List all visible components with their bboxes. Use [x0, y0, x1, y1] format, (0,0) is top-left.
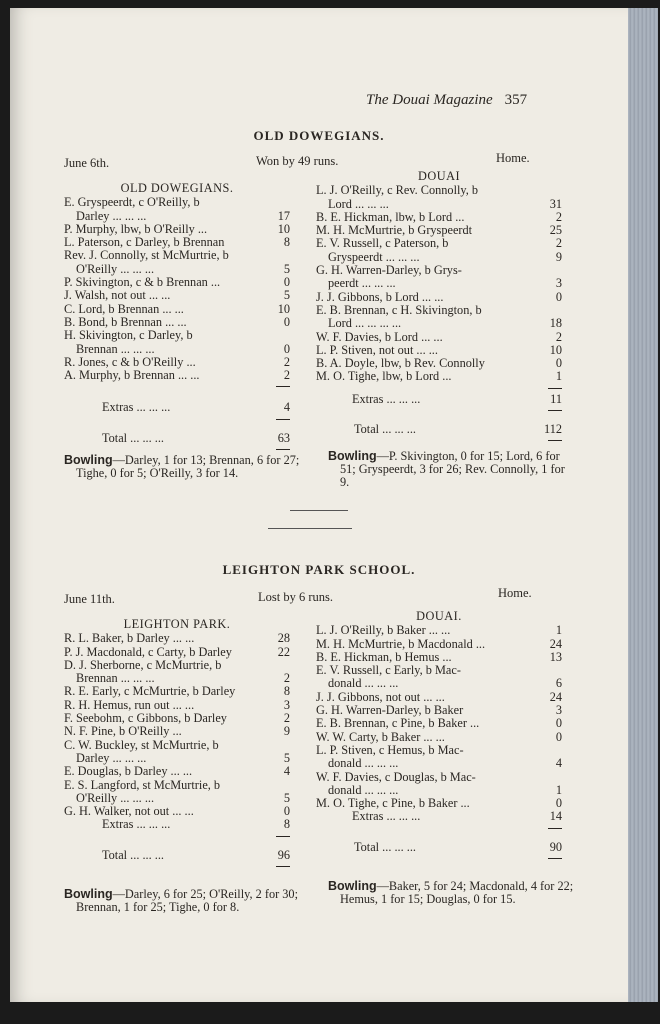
batsman-entry: B. A. Doyle, lbw, b Rev. Connolly [316, 356, 485, 371]
batsman-row [64, 329, 290, 342]
batsman-entry: R. L. Baker, b Darley ... ... [64, 631, 195, 646]
batsman-runs: 1 [555, 782, 562, 797]
batsman-row [64, 249, 290, 262]
batsman-entry: Rev. J. Connolly, st McMurtrie, b [64, 248, 229, 263]
batsman-runs: 9 [555, 249, 562, 264]
batsman-runs [540, 771, 562, 784]
batting-rows [64, 632, 290, 818]
batsman-entry: Brennan ... ... ... [76, 671, 155, 686]
batsman-row [64, 779, 290, 792]
batsman-entry: J. J. Gibbons, b Lord ... ... [316, 289, 444, 304]
batsman-entry: E. V. Russell, c Paterson, b [316, 236, 449, 251]
total-row: Total ... ... ... 96 [102, 847, 290, 862]
batsman-runs: 0 [283, 341, 290, 356]
batsman-row [316, 731, 562, 744]
batsman-entry: W. F. Davies, c Douglas, b Mac- [316, 769, 476, 784]
batsman-row [316, 344, 562, 357]
scorecard-right [316, 170, 562, 445]
extras-row: Extras ... ... ... 11 [352, 391, 562, 406]
batsman-runs [268, 739, 290, 752]
batsman-entry: P. Skivington, c & b Brennan ... [64, 275, 221, 290]
batsman-entry: G. H. Warren-Darley, b Baker [316, 703, 464, 718]
batsman-runs: 4 [555, 756, 562, 771]
batsman-row [316, 291, 562, 304]
batsman-row [316, 304, 562, 317]
batsman-runs: 2 [555, 329, 562, 344]
scorecard-right [316, 610, 562, 863]
batsman-runs: 0 [555, 796, 562, 811]
batsman-entry: Gryspeerdt ... ... ... [328, 249, 420, 264]
batsman-runs: 9 [283, 724, 290, 739]
batsman-entry: R. H. Hemus, run out ... ... [64, 697, 195, 712]
batsman-runs: 3 [555, 276, 562, 291]
batsman-row [316, 744, 562, 757]
batsman-runs: 3 [283, 697, 290, 712]
batsman-row [64, 739, 290, 752]
batsman-row [316, 224, 562, 237]
batsman-row [64, 765, 290, 778]
match-venue: Home. [496, 151, 530, 165]
batsman-entry: M. O. Tighe, lbw, b Lord ... [316, 369, 452, 384]
batsman-runs: 28 [277, 631, 290, 646]
bowling-summary: Bowling—P. Skivington, 0 for 15; Lord, 6 for 51; Gryspeerdt, 3 for 26; Rev. Connolly, 1 for 9. [328, 449, 565, 489]
total-row: Total ... ... ... 112 [354, 422, 562, 437]
batsman-row [64, 725, 290, 738]
batsman-runs: 0 [283, 804, 290, 819]
batsman-entry: B. E. Hickman, b Hemus ... [316, 649, 452, 664]
batsman-entry: donald ... ... ... [328, 782, 399, 797]
batsman-row [316, 264, 562, 277]
batsman-runs: 10 [277, 221, 290, 236]
batsman-runs [268, 779, 290, 792]
batsman-entry: R. Jones, c & b O'Reilly ... [64, 354, 196, 369]
batsman-entry: donald ... ... ... [328, 676, 399, 691]
batsman-entry: E. V. Russell, c Early, b Mac- [316, 663, 461, 678]
batting-rows [316, 624, 562, 810]
batsman-entry: Lord ... ... ... [328, 196, 389, 211]
batsman-runs: 0 [555, 356, 562, 371]
batsman-runs: 2 [283, 368, 290, 383]
batsman-row [316, 757, 562, 770]
batsman-row [316, 317, 562, 330]
batsman-row [64, 236, 290, 249]
batsman-entry: F. Seebohm, c Gibbons, b Darley [64, 711, 227, 726]
batsman-entry: A. Murphy, b Brennan ... ... [64, 368, 200, 383]
batsman-row [316, 624, 562, 637]
batsman-entry: W. F. Davies, b Lord ... ... [316, 329, 443, 344]
batsman-row [316, 277, 562, 290]
batsman-runs [540, 744, 562, 757]
scorecard-left [64, 618, 290, 871]
batsman-runs: 0 [283, 314, 290, 329]
team-heading: DOUAI. [416, 609, 462, 623]
batsman-runs: 13 [549, 649, 562, 664]
team-heading: OLD DOWEGIANS. [120, 181, 234, 195]
batsman-entry: O'Reilly ... ... ... [76, 261, 155, 276]
extras-row: Extras ... ... ... 8 [102, 817, 290, 832]
batsman-entry: N. F. Pine, b O'Reilly ... [64, 724, 182, 739]
batsman-runs: 10 [549, 342, 562, 357]
batsman-runs: 17 [277, 208, 290, 223]
batsman-row [64, 685, 290, 698]
match-title: OLD DOWEGIANS. [253, 128, 385, 143]
batsman-runs: 0 [283, 275, 290, 290]
batsman-row [64, 223, 290, 236]
batsman-runs: 24 [549, 636, 562, 651]
section-divider [268, 528, 352, 529]
batsman-runs [540, 184, 562, 197]
batsman-row [64, 276, 290, 289]
total-row: Total ... ... ... 63 [102, 430, 290, 445]
batsman-entry: M. H. McMurtrie, b Gryspeerdt [316, 223, 473, 238]
batsman-entry: Lord ... ... ... ... [328, 316, 402, 331]
batsman-row [64, 805, 290, 818]
batsman-row [316, 237, 562, 250]
batsman-runs [540, 304, 562, 317]
bowling-summary: Bowling—Darley, 1 for 13; Brennan, 6 for 27; Tighe, 0 for 5; O'Reilly, 3 for 14. [64, 453, 300, 480]
match-result: Won by 49 runs. [256, 154, 339, 168]
batsman-runs: 8 [283, 684, 290, 699]
match-result: Lost by 6 runs. [258, 590, 333, 604]
batsman-entry: L. P. Stiven, not out ... ... [316, 342, 438, 357]
batsman-runs: 25 [549, 223, 562, 238]
batsman-row [64, 343, 290, 356]
batsman-entry: E. S. Langford, st McMurtrie, b [64, 777, 221, 792]
bowling-summary: Bowling—Baker, 5 for 24; Macdonald, 4 for 22; Hemus, 1 for 15; Douglas, 0 for 15. [328, 879, 574, 906]
magazine-title: The Douai Magazine [366, 92, 493, 108]
batsman-entry: J. J. Gibbons, not out ... ... [316, 689, 445, 704]
batsman-row [316, 771, 562, 784]
batting-rows [316, 184, 562, 383]
batsman-entry: C. W. Buckley, st McMurtrie, b [64, 737, 219, 752]
batsman-runs: 2 [283, 354, 290, 369]
section-divider [290, 510, 348, 511]
batsman-runs: 5 [283, 790, 290, 805]
batsman-row [316, 638, 562, 651]
batsman-entry: J. Walsh, not out ... ... [64, 288, 171, 303]
batsman-runs: 4 [283, 764, 290, 779]
batsman-entry: L. P. Stiven, c Hemus, b Mac- [316, 742, 464, 757]
batsman-row [64, 659, 290, 672]
batsman-row [316, 251, 562, 264]
batsman-runs [268, 659, 290, 672]
batsman-row [316, 664, 562, 677]
batsman-row [316, 717, 562, 730]
batsman-row [64, 672, 290, 685]
batsman-entry: M. O. Tighe, c Pine, b Baker ... [316, 796, 470, 811]
magazine-page [10, 8, 628, 1002]
batsman-entry: peerdt ... ... ... [328, 276, 396, 291]
batsman-runs: 5 [283, 750, 290, 765]
batsman-runs [540, 664, 562, 677]
batsman-entry: L. J. O'Reilly, c Rev. Connolly, b [316, 183, 479, 198]
batsman-entry: M. H. McMurtrie, b Macdonald ... [316, 636, 486, 651]
batsman-entry: E. B. Brennan, c Pine, b Baker ... [316, 716, 480, 731]
batsman-row [64, 289, 290, 302]
batsman-row [64, 369, 290, 382]
batsman-row [64, 792, 290, 805]
batsman-runs [268, 249, 290, 262]
batsman-row [64, 632, 290, 645]
match-date: June 11th. [64, 592, 115, 606]
batsman-entry: E. Gryspeerdt, c O'Reilly, b [64, 195, 200, 210]
batsman-row [316, 198, 562, 211]
batsman-entry: P. Murphy, lbw, b O'Reilly ... [64, 221, 208, 236]
batsman-entry: L. Paterson, c Darley, b Brennan [64, 235, 225, 250]
batsman-runs: 0 [555, 289, 562, 304]
batting-rows [64, 196, 290, 382]
batsman-row [316, 370, 562, 383]
batsman-row [64, 316, 290, 329]
batsman-row [64, 752, 290, 765]
batsman-entry: Darley ... ... ... [76, 750, 147, 765]
team-heading: DOUAI [417, 169, 461, 183]
batsman-runs: 31 [549, 196, 562, 211]
match-title: LEIGHTON PARK SCHOOL. [222, 562, 416, 577]
batsman-row [316, 704, 562, 717]
batsman-row [316, 331, 562, 344]
batsman-runs: 22 [277, 644, 290, 659]
batsman-entry: D. J. Sherborne, c McMurtrie, b [64, 657, 222, 672]
batsman-runs: 2 [555, 236, 562, 251]
bowling-summary: Bowling—Darley, 6 for 25; O'Reilly, 2 for 30; Brennan, 1 for 25; Tighe, 0 for 8. [64, 887, 298, 914]
page-edges [628, 8, 658, 1002]
batsman-entry: donald ... ... ... [328, 756, 399, 771]
batsman-row [316, 211, 562, 224]
batsman-entry: P. J. Macdonald, c Carty, b Darley [64, 644, 232, 659]
running-head [366, 92, 527, 109]
match-venue: Home. [498, 586, 532, 600]
batsman-runs: 0 [555, 716, 562, 731]
batsman-entry: Darley ... ... ... [76, 208, 147, 223]
batsman-row [64, 712, 290, 725]
batsman-entry: O'Reilly ... ... ... [76, 790, 155, 805]
batsman-row [64, 263, 290, 276]
batsman-entry: W. W. Carty, b Baker ... ... [316, 729, 445, 744]
batsman-row [64, 699, 290, 712]
match-date: June 6th. [64, 156, 110, 170]
batsman-row [316, 691, 562, 704]
team-heading: LEIGHTON PARK. [123, 617, 231, 631]
batsman-entry: G. H. Warren-Darley, b Grys- [316, 263, 462, 278]
batsman-runs [540, 264, 562, 277]
batsman-runs: 8 [283, 235, 290, 250]
batsman-runs: 24 [549, 689, 562, 704]
batsman-entry: E. Douglas, b Darley ... ... [64, 764, 193, 779]
batsman-entry: E. B. Brennan, c H. Skivington, b [316, 302, 482, 317]
batsman-runs: 0 [555, 729, 562, 744]
batsman-runs: 5 [283, 288, 290, 303]
extras-row: Extras ... ... ... 14 [352, 809, 562, 824]
batsman-runs: 18 [549, 316, 562, 331]
batsman-entry: C. Lord, b Brennan ... ... [64, 301, 184, 316]
batsman-runs: 1 [555, 623, 562, 638]
batsman-row [64, 646, 290, 659]
batsman-runs: 3 [555, 703, 562, 718]
batsman-entry: R. E. Early, c McMurtrie, b Darley [64, 684, 236, 699]
scorecard-left [64, 182, 290, 454]
batsman-entry: Brennan ... ... ... [76, 341, 155, 356]
batsman-runs: 10 [277, 301, 290, 316]
batsman-row [316, 784, 562, 797]
page-number: 357 [504, 92, 528, 108]
batsman-row [316, 651, 562, 664]
total-row: Total ... ... ... 90 [354, 839, 562, 854]
batsman-entry: H. Skivington, c Darley, b [64, 328, 193, 343]
batsman-runs [268, 196, 290, 209]
batsman-runs [268, 329, 290, 342]
batsman-row [316, 184, 562, 197]
batsman-runs: 1 [555, 369, 562, 384]
batsman-runs: 2 [283, 671, 290, 686]
batsman-runs: 5 [283, 261, 290, 276]
batsman-row [316, 677, 562, 690]
batsman-entry: L. J. O'Reilly, b Baker ... ... [316, 623, 451, 638]
batsman-row [64, 303, 290, 316]
batsman-row [64, 356, 290, 369]
batsman-row [316, 357, 562, 370]
batsman-runs: 2 [555, 209, 562, 224]
batsman-entry: G. H. Walker, not out ... ... [64, 804, 194, 819]
batsman-runs: 2 [283, 711, 290, 726]
batsman-runs: 6 [555, 676, 562, 691]
batsman-row [64, 196, 290, 209]
extras-row: Extras ... ... ... 4 [102, 400, 290, 415]
batsman-entry: B. Bond, b Brennan ... ... [64, 314, 187, 329]
batsman-row [64, 210, 290, 223]
batsman-row [316, 797, 562, 810]
batsman-entry: B. E. Hickman, lbw, b Lord ... [316, 209, 465, 224]
